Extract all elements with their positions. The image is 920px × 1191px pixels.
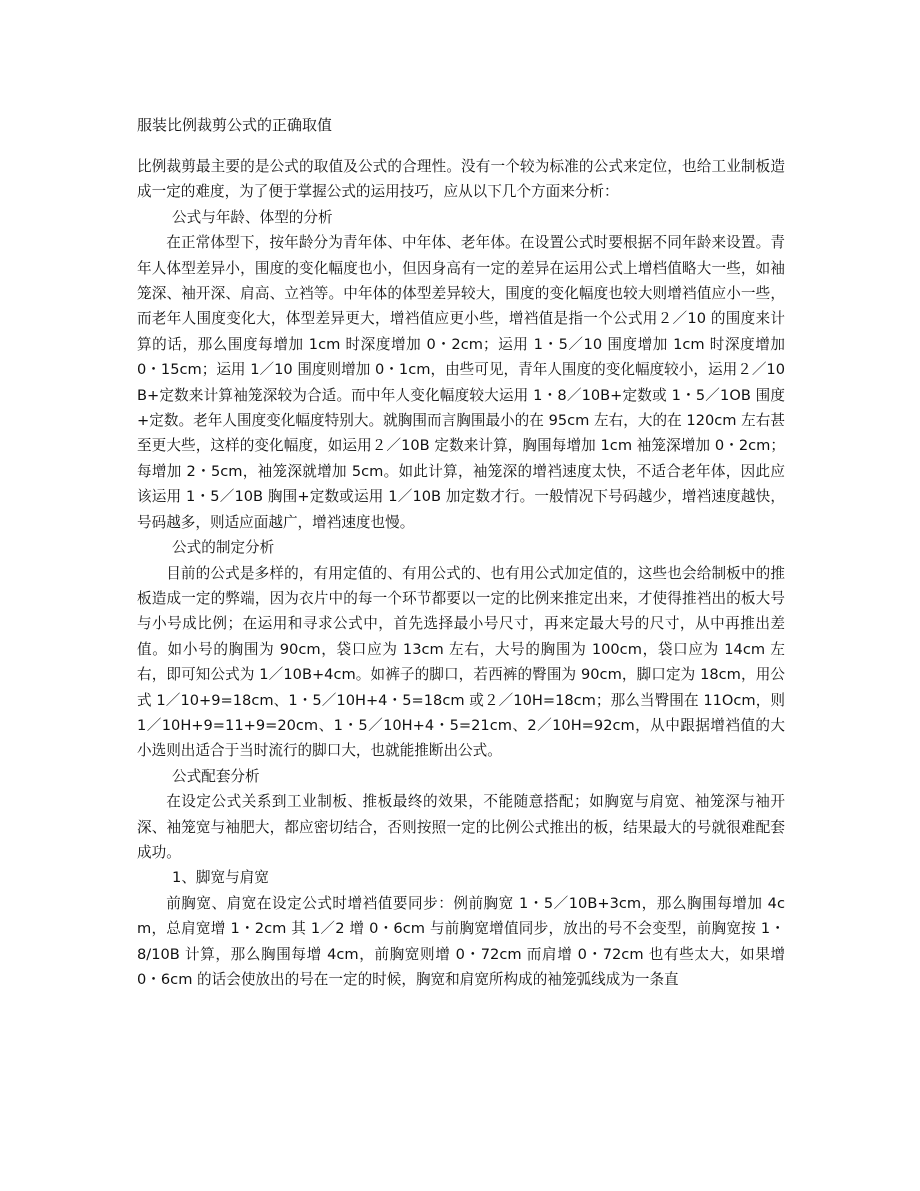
paragraph-formula-setting: 目前的公式是多样的，有用定值的、有用公式的、也有用公式加定值的，这些也会给制板中的推板造成一定的弊端，因为衣片中的每一个环节都要以一定的比例来推定出来，才使得推裆出的板大号与小号成比例；在运用和寻求公式中，首先选择最小号尺寸，再来定最大号的尺寸，从中再推出差值。如小号的胸围为 90cm，袋口应为 13cm 左右，大号的胸围为 100cm，袋口应为 14cm 左右，即可知公式为 1／10B+4cm。如裤子的脚口，若西裤的臀围为 90cm，脚口定为 18cm，用公式 1／10+9=18cm、1・5／10H+4・5=18cm 或２／10H=18cm；那么当臀围在 11Ocm，则 1／10H+9=11+9=20cm、1・5／10H+4・5=21cm、2／10H=92cm，从中跟据增裆值的大小选则出适合于当时流行的脚口大，也就能推断出公式。 — [137, 564, 785, 760]
section-heading-formula-matching: 公式配套分析 — [172, 767, 260, 785]
paragraph-formula-matching: 在设定公式关系到工业制板、推板最终的效果，不能随意搭配；如胸宽与肩宽、袖笼深与袖开深、袖笼宽与袖肥大，都应密切结合，否则按照一定的比例公式推出的板，结果最大的号就很难配套成功。 — [137, 793, 785, 861]
intro-paragraph: 比例裁剪最主要的是公式的取值及公式的合理性。没有一个较为标准的公式来定位，也给工业制板造成一定的难度，为了便于掌握公式的运用技巧，应从以下几个方面来分析： — [137, 158, 785, 201]
subsection-heading-chest-shoulder: 1、脚宽与肩宽 — [172, 869, 269, 887]
section-heading-formula-setting: 公式的制定分析 — [172, 539, 275, 557]
document-title: 服装比例裁剪公式的正确取值 — [137, 116, 333, 134]
section-heading-age-body: 公式与年龄、体型的分析 — [172, 208, 333, 226]
document-body — [137, 154, 785, 992]
paragraph-chest-shoulder: 前胸宽、肩宽在设定公式时增裆值要同步：例前胸宽 1・5／10B+3cm，那么胸围每增加 4cm，总肩宽增 1・2cm 其 1／2 增 0・6cm 与前胸宽增值同步，放出的号不会变型，前胸宽按 1・8/10B 计算，那么胸围每增 4cm，前胸宽则增 0・72cm 而肩增 0・72cm 也有些太大，如果增 0・6cm 的话会使放出的号在一定的时候，胸宽和肩宽所构成的袖笼弧线成为一条直 — [137, 894, 785, 988]
paragraph-age-body: 在正常体型下，按年龄分为青年体、中年体、老年体。在设置公式时要根据不同年龄来设置。青年人体型差异小，围度的变化幅度也小，但因身高有一定的差异在运用公式上增档值略大一些，如袖笼深、袖开深、肩高、立裆等。中年体的体型差异较大，围度的变化幅度也较大则增裆值应小一些，而老年人围度变化大，体型差异更大，增裆值应更小些，增裆值是指一个公式用２／10 的围度来计算的话，那么围度每增加 1cm 时深度增加 0・2cm；运用 1・5／10 围度增加 1cm 时深度增加 0・15cm；运用 1／10 围度则增加 0・1cm，由些可见，青年人围度的变化幅度较小，运用２／10B+定数来计算袖笼深较为合适。而中年人变化幅度较大运用 1・8／10B+定数或 1・5／1OB 围度+定数。老年人围度变化幅度特别大。就胸围而言胸围最小的在 95cm 左右，大的在 120cm 左右甚至更大些，这样的变化幅度，如运用２／10B 定数来计算，胸围每增加 1cm 袖笼深增加 0・2cm；每增加 2・5cm，袖笼深就增加 5cm。如此计算，袖笼深的增裆速度太快，不适合老年体，因此应该运用 1・5／10B 胸围+定数或运用 1／10B 加定数才行。一般情况下号码越少，增裆速度越快，号码越多，则适应面越广，增裆速度也慢。 — [137, 234, 785, 531]
